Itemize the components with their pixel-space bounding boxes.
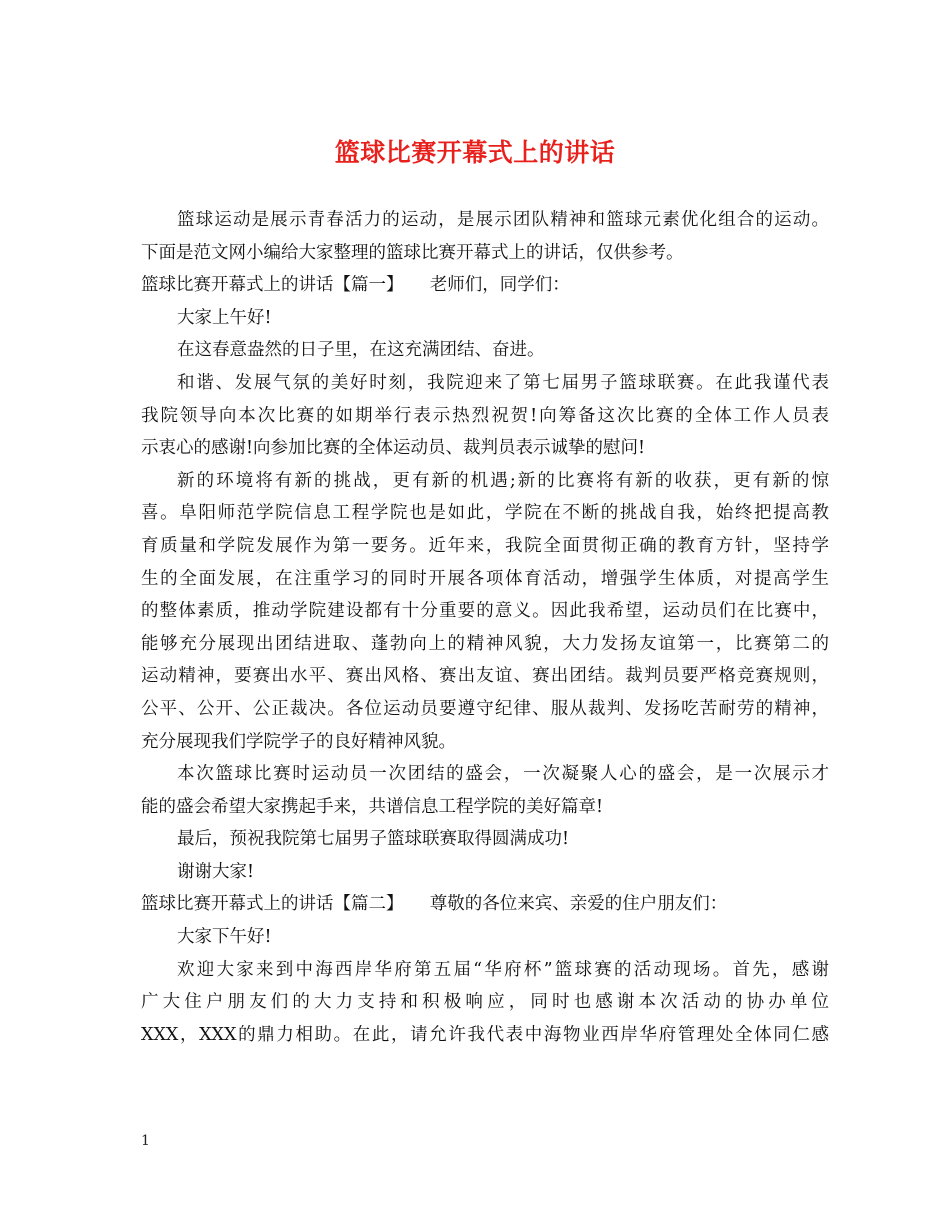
paragraph-line: 在这春意盎然的日子里，在这充满团结、奋进。 [177,340,545,361]
paragraph-line: 能够充分展现出团结进取、蓬勃向上的精神风貌，大力发扬友谊第一，比赛第二的 [141,633,829,654]
paragraph-line: 欢迎大家来到中海西岸华府第五届“华府杯”篮球赛的活动现场。首先，感谢 [177,959,829,980]
paragraph-line: XXX，XXX的鼎力相助。在此，请允许我代表中海物业西岸华府管理处全体同仁感 [141,1024,829,1045]
section-heading-line: 篮球比赛开幕式上的讲话【篇一】 老师们，同学们： [141,275,570,296]
paragraph-line: 下面是范文网小编给大家整理的篮球比赛开幕式上的讲话，仅供参考。 [141,242,684,263]
paragraph-line: 喜。阜阳师范学院信息工程学院也是如此，学院在不断的挑战自我，始终把提高教 [141,503,829,524]
paragraph-line: 和谐、发展气氛的美好时刻，我院迎来了第七届男子篮球联赛。在此我谨代表 [177,372,829,393]
page-number: 1 [141,1133,150,1149]
paragraph-line: 广大住户朋友们的大力支持和积极响应，同时也感谢本次活动的协办单位 [141,992,829,1013]
paragraph-line: 新的环境将有新的挑战，更有新的机遇;新的比赛将有新的收获，更有新的惊 [177,470,829,491]
paragraph-line: 我院领导向本次比赛的如期举行表示热烈祝贺!向筹备这次比赛的全体工作人员表 [141,405,829,426]
paragraph-line: 大家下午好! [177,927,272,948]
document-body [141,204,829,1051]
paragraph-line: 运动精神，要赛出水平、赛出风格、赛出友谊、赛出团结。裁判员要严格竞赛规则， [141,666,829,687]
paragraph-line: 能的盛会希望大家携起手来，共谱信息工程学院的美好篇章! [141,796,604,817]
paragraph-line: 充分展现我们学院学子的良好精神风貌。 [141,731,456,752]
document-title: 篮球比赛开幕式上的讲话 [334,138,616,167]
paragraph-line: 篮球运动是展示青春活力的运动，是展示团队精神和篮球元素优化组合的运动。 [177,210,829,230]
paragraph-line: 大家上午好! [177,307,272,328]
paragraph-line: 生的全面发展，在注重学习的同时开展各项体育活动，增强学生体质，对提高学生 [141,568,829,589]
paragraph-line: 公平、公开、公正裁决。各位运动员要遵守纪律、服从裁判、发扬吃苦耐劳的精神， [141,698,829,719]
paragraph-line: 的整体素质，推动学院建设都有十分重要的意义。因此我希望，运动员们在比赛中， [141,601,829,622]
paragraph-line: 最后，预祝我院第七届男子篮球联赛取得圆满成功! [177,829,570,850]
paragraph-line: 育质量和学院发展作为第一要务。近年来，我院全面贯彻正确的教育方针，坚持学 [141,535,829,556]
section-heading-line: 篮球比赛开幕式上的讲话【篇二】 尊敬的各位来宾、亲爱的住户朋友们： [141,894,728,915]
paragraph-line: 示衷心的感谢!向参加比赛的全体运动员、裁判员表示诚挚的慰问! [141,438,646,459]
paragraph-line: 本次篮球比赛时运动员一次团结的盛会，一次凝聚人心的盛会，是一次展示才 [177,764,829,785]
paragraph-line: 谢谢大家! [177,861,255,882]
